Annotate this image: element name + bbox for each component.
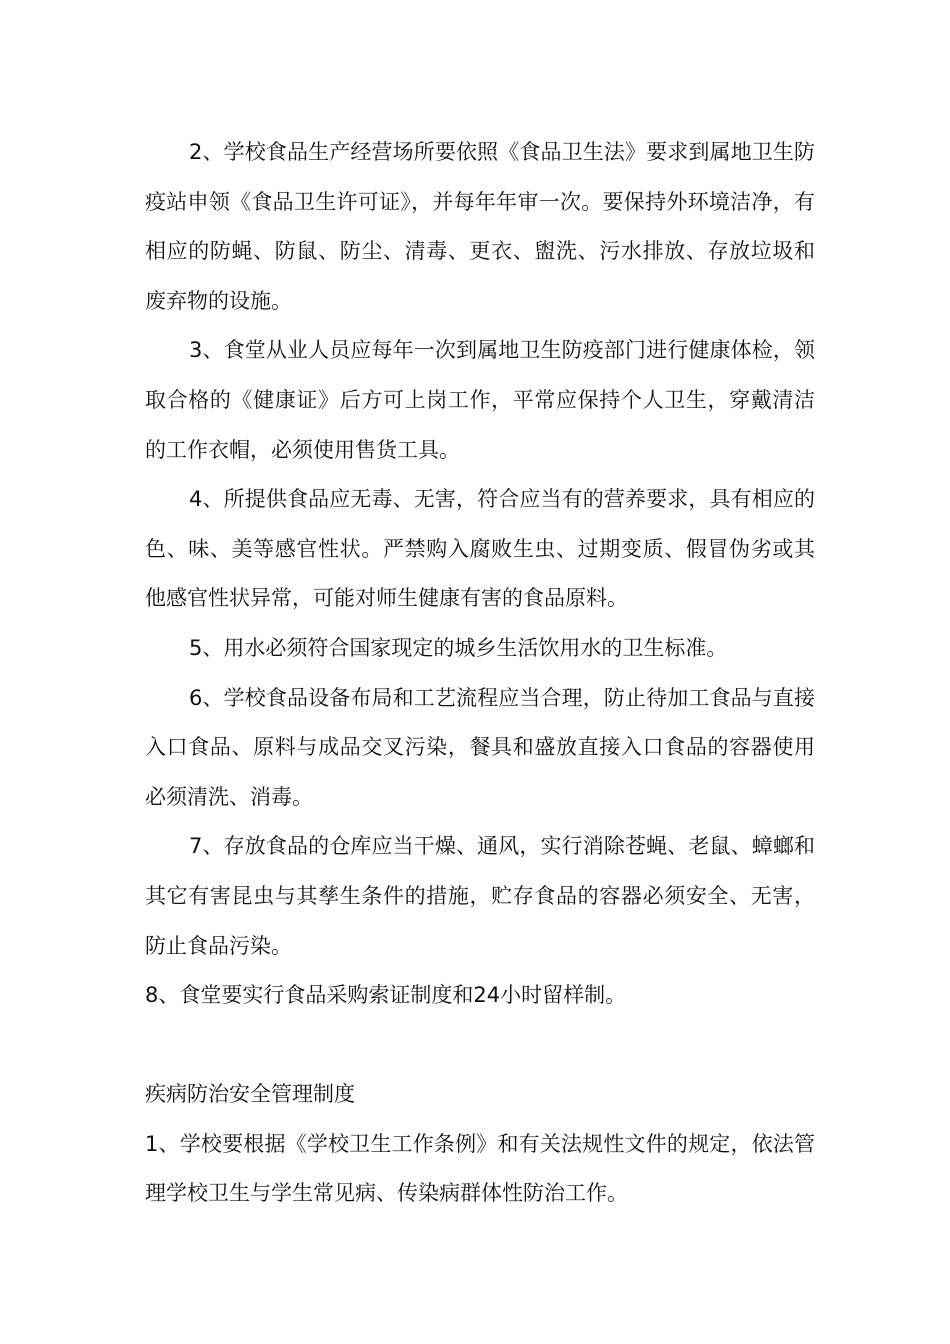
paragraph-food-5: 5、用水必须符合国家现定的城乡生活饮用水的卫生标准。	[189, 635, 728, 660]
paragraph-food-3: 3、食堂从业人员应每年一次到属地卫生防疫部门进行健康体检，领取合格的《健康证》后方可上岗工作，平常应保持个人卫生，穿戴清洁的工作衣帽，必须使用售货工具。	[145, 338, 815, 462]
paragraph-food-8: 8、食堂要实行食品采购索证制度和24小时留样制。	[145, 983, 627, 1008]
paragraph-food-4: 4、所提供食品应无毒、无害，符合应当有的营养要求，具有相应的色、味、美等感官性状。严禁购入腐败生虫、过期变质、假冒伪劣或其他感官性状异常，可能对师生健康有害的食品原料。	[145, 487, 815, 611]
section-spacer	[145, 1021, 815, 1071]
paragraph-food-7: 7、存放食品的仓库应当干燥、通风，实行消除苍蝇、老鼠、蟑螂和其它有害昆虫与其孳生条件的措施，贮存食品的容器必须安全、无害，防止食品污染。	[145, 834, 815, 958]
paragraph-food-6: 6、学校食品设备布局和工艺流程应当合理，防止待加工食品与直接入口食品、原料与成品交叉污染，餐具和盛放直接入口食品的容器使用必须清洗、消毒。	[145, 685, 815, 809]
paragraph-disease-1: 1、学校要根据《学校卫生工作条例》和有关法规性文件的规定，依法管理学校卫生与学生常见病、传染病群体性防治工作。	[145, 1131, 815, 1206]
document-body	[145, 128, 815, 1219]
paragraph-food-2: 2、学校食品生产经营场所要依照《食品卫生法》要求到属地卫生防疫站申领《食品卫生许可证》，并每年年审一次。要保持外环境洁净，有相应的防蝇、防鼠、防尘、清毒、更衣、盥洗、污水排放、存放垃圾和废弃物的设施。	[145, 140, 815, 313]
section-heading: 疾病防治安全管理制度	[145, 1082, 355, 1107]
